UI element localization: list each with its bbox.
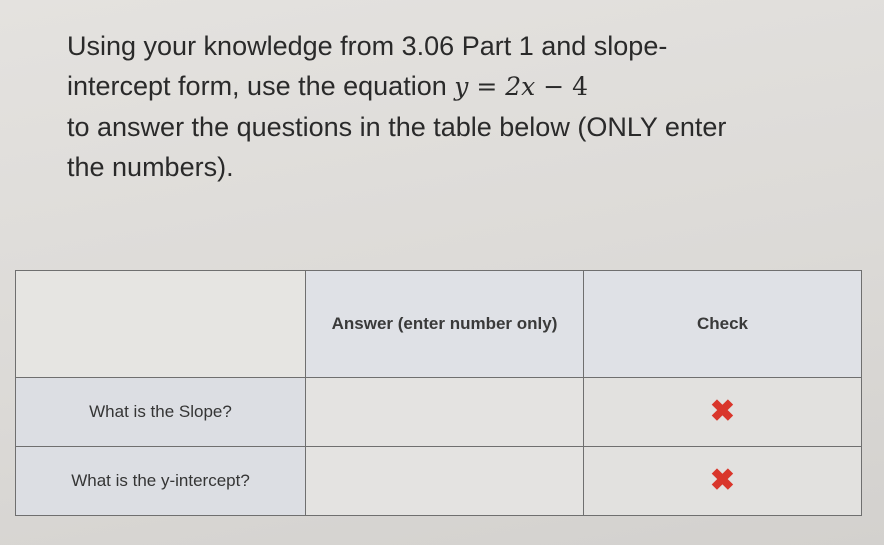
equation xyxy=(454,72,588,101)
prompt-line-4: the numbers). xyxy=(67,152,234,182)
header-answer-cell xyxy=(306,271,584,378)
equation-equals: = xyxy=(476,72,498,101)
equation-constant: 4 xyxy=(572,72,588,101)
table-row xyxy=(16,378,862,447)
equation-lhs: y xyxy=(454,72,469,101)
prompt-line-1: Using your knowledge from 3.06 Part 1 and slope- xyxy=(67,31,668,61)
x-mark-icon: ✖ xyxy=(709,464,736,497)
question-cell xyxy=(16,378,306,447)
question-cell xyxy=(16,447,306,516)
answer-table xyxy=(15,270,862,516)
answer-cell[interactable] xyxy=(306,447,584,516)
prompt-line-3: to answer the questions in the table below (ONLY enter xyxy=(67,112,727,142)
question-slope-label: What is the Slope? xyxy=(89,402,232,421)
question-prompt xyxy=(67,26,827,187)
header-check-label: Check xyxy=(696,314,749,333)
check-cell xyxy=(584,378,862,447)
slope-answer-input[interactable] xyxy=(306,378,583,446)
table-row xyxy=(16,447,862,516)
header-answer-label: Answer (enter number only) xyxy=(331,314,558,333)
check-cell xyxy=(584,447,862,516)
y-intercept-answer-input[interactable] xyxy=(306,447,583,515)
answer-cell[interactable] xyxy=(306,378,584,447)
header-check-cell xyxy=(584,271,862,378)
prompt-line-2 xyxy=(67,66,827,107)
table-header-row xyxy=(16,271,862,378)
equation-minus: − xyxy=(543,72,565,101)
header-empty-cell xyxy=(16,271,306,378)
question-intercept-label: What is the y-intercept? xyxy=(71,471,250,490)
x-mark-icon: ✖ xyxy=(709,395,736,428)
equation-coef: 2x xyxy=(505,72,536,101)
prompt-line-2-text: intercept form, use the equation xyxy=(67,71,455,101)
